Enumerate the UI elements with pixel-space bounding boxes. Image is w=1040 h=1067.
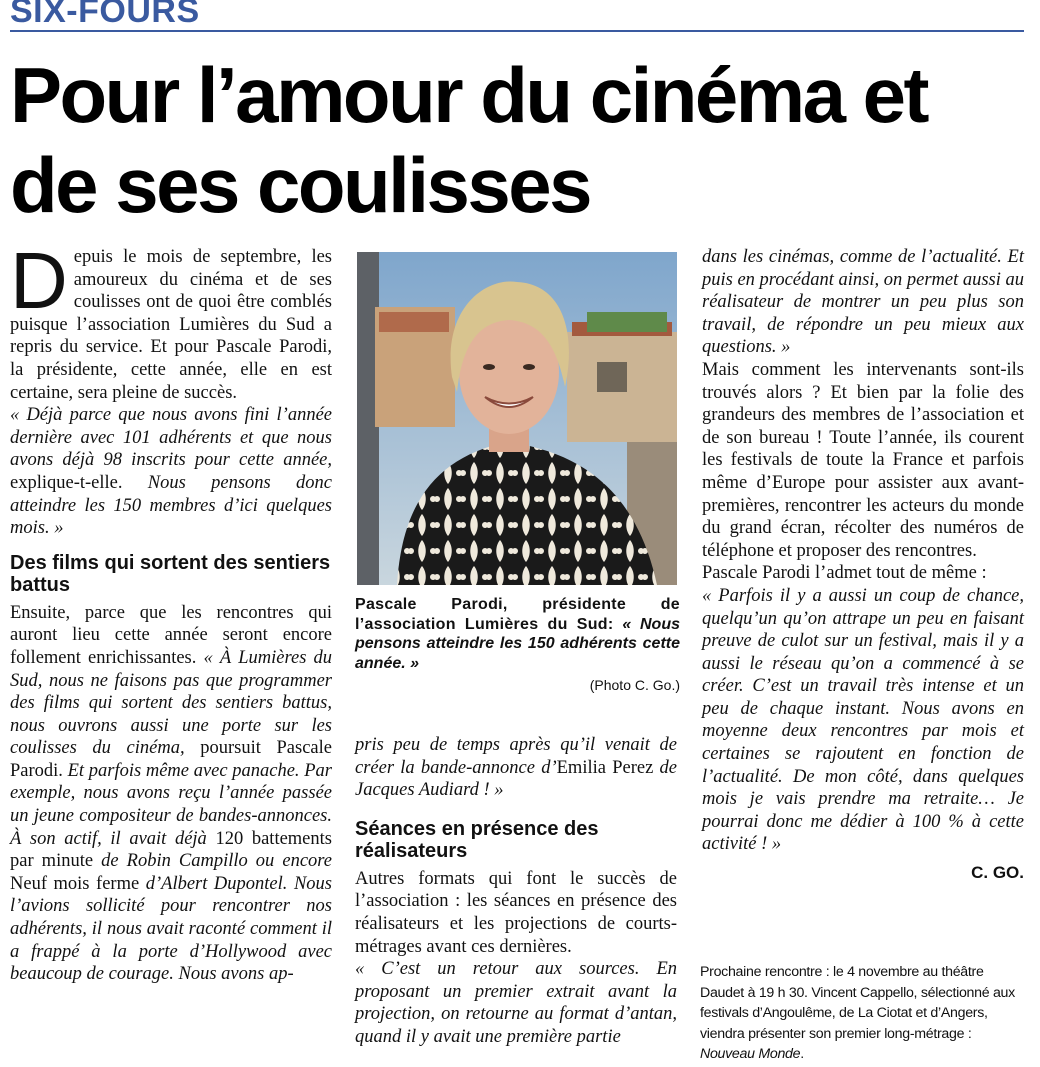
quote-paragraph: dans les cinémas, comme de l’actualité. Et puis en procédant ainsi, on permet aussi au réalisateur de montrer un peu plus son travail, de répondre un peu mieux aux questions. » — [702, 247, 1025, 358]
text-run: poursuit Pascale Parodi. — [10, 738, 332, 781]
body-paragraph — [10, 602, 332, 986]
note-end: . — [800, 1046, 804, 1062]
quote-part: « Déjà parce que nous avons fini l’année dernière avec 101 adhérents et que nous avons déjà 98 inscrits pour cette année, — [10, 405, 332, 471]
subheading-seances: Séances en présence des réalisateurs — [355, 817, 599, 862]
text-run: de Jacques Audiard ! » — [355, 757, 677, 801]
caption-text: Pascale Parodi, présidente de l’association Lumières du Sud: — [355, 596, 680, 633]
headline: Pour l’amour du cinéma et de ses coulisses — [10, 51, 928, 229]
author-signature: C. GO. — [971, 863, 1024, 883]
quote-paragraph: « C’est un retour aux sources. En proposant un premier extrait avant la projection, on retourne au format d’antan, quand il y avait une première partie — [355, 959, 677, 1047]
subheading-films: Des films qui sortent des sentiers battus — [10, 551, 331, 596]
text-run: Neuf mois ferme — [10, 873, 140, 894]
caption-quote: « Nous pensons atteindre les 150 adhérents cette année. » — [355, 615, 680, 672]
column-2 — [355, 734, 677, 1049]
column-1 — [10, 236, 333, 986]
text-run: Ensuite, parce que les rencontres qui auront lieu cette année seront encore follement enrichissantes. — [10, 602, 332, 668]
text-run: 120 battements par minute — [10, 828, 332, 872]
intro-paragraph — [10, 236, 332, 404]
quote-paragraph: « Parfois il y a aussi un coup de chance, quelqu’un qu’on attrape un peu en faisant preuve de culot sur un festival, mais il y a aussi le réseau qu’on a commencé à se créer. C’est un travail très intense et un peu de chaque instant. Nous avons en moyenne deux rencontres par mois et certaines se rajoutent en fonction de l’actualité. De mon côté, dans quelques mois je vais prendre ma retraite… Je pourrai donc me dédier à 100 % à cette activité ! » — [702, 585, 1024, 855]
column-3 — [702, 246, 1024, 885]
quote-paragraph — [10, 404, 332, 540]
text-run: Et parfois même avec panache. Par exemple, nous avons reçu l’année passée un jeune compositeur de bandes-annonces. À son actif, il avait déjà — [10, 760, 332, 849]
note-film-title: Nouveau Monde — [700, 1046, 801, 1062]
event-note — [700, 962, 1025, 1065]
film-title: Emilia Perez — [556, 757, 654, 778]
quote-attribution: explique-t-elle. — [10, 472, 123, 493]
text-run: « À Lumières du Sud, nous ne faisons pas que programmer des films qui sortent des sentiers battus, nous ouvrons aussi une porte sur les coulisses du cinéma, — [10, 647, 332, 759]
text-run: d’Albert Dupontel. Nous l’avions sollicité pour rencontrer nos adhérents, il nous avait raconté comment il a frappé à la porte d’Hollywood avec beaucoup de courage. Nous avons ap- — [10, 873, 332, 985]
text-run: pris peu de temps après qu’il venait de créer la bande-annonce d’ — [355, 735, 677, 778]
intro-text: epuis le mois de septembre, les amoureux du cinéma et de ses coulisses ont de quoi être comblés puisque l’association Lumières du Sud a repris du service. Et pour Pascale Parodi, la présidente, cette année, elle en est certaine, sera pleine de succès. — [10, 247, 332, 403]
portrait-photo — [357, 252, 677, 585]
body-paragraph: Autres formats qui font le succès de l’association : les séances en présence des réalisateurs et les projections de courts-métrages avant ces dernières. — [355, 868, 677, 957]
drop-cap: D — [10, 236, 68, 325]
photo-caption — [355, 595, 680, 696]
quote-part: Nous pensons donc atteindre les 150 membres d’ici quelques mois. » — [10, 472, 332, 539]
body-paragraph: Pascale Parodi l’admet tout de même : — [702, 563, 987, 584]
photo-credit: (Photo C. Go.) — [589, 677, 680, 693]
section-kicker: SIX-FOURS — [10, 0, 200, 30]
portrait-illustration — [357, 252, 677, 585]
text-run: de Robin Campillo ou encore — [101, 851, 333, 872]
note-text: Prochaine rencontre : le 4 novembre au théâtre Daudet à 19 h 30. Vincent Cappello, sélectionné aux festivals d’Angoulême, de La Ciotat et d’Angers, viendra présenter son premier long-métrage : — [700, 964, 1015, 1042]
section-rule — [10, 30, 1024, 32]
body-paragraph: Mais comment les intervenants sont-ils trouvés alors ? Et bien par la folie des grandeurs des membres de l’association et de son bureau ! Toute l’année, ils courent les festivals de toute la France et parfois même d’Europe pour assister aux avant-premières, rencontrer les acteurs du monde du grand écran, récolter des numéros de téléphone et proposer des rencontres. — [702, 359, 1024, 561]
body-paragraph — [355, 734, 677, 802]
